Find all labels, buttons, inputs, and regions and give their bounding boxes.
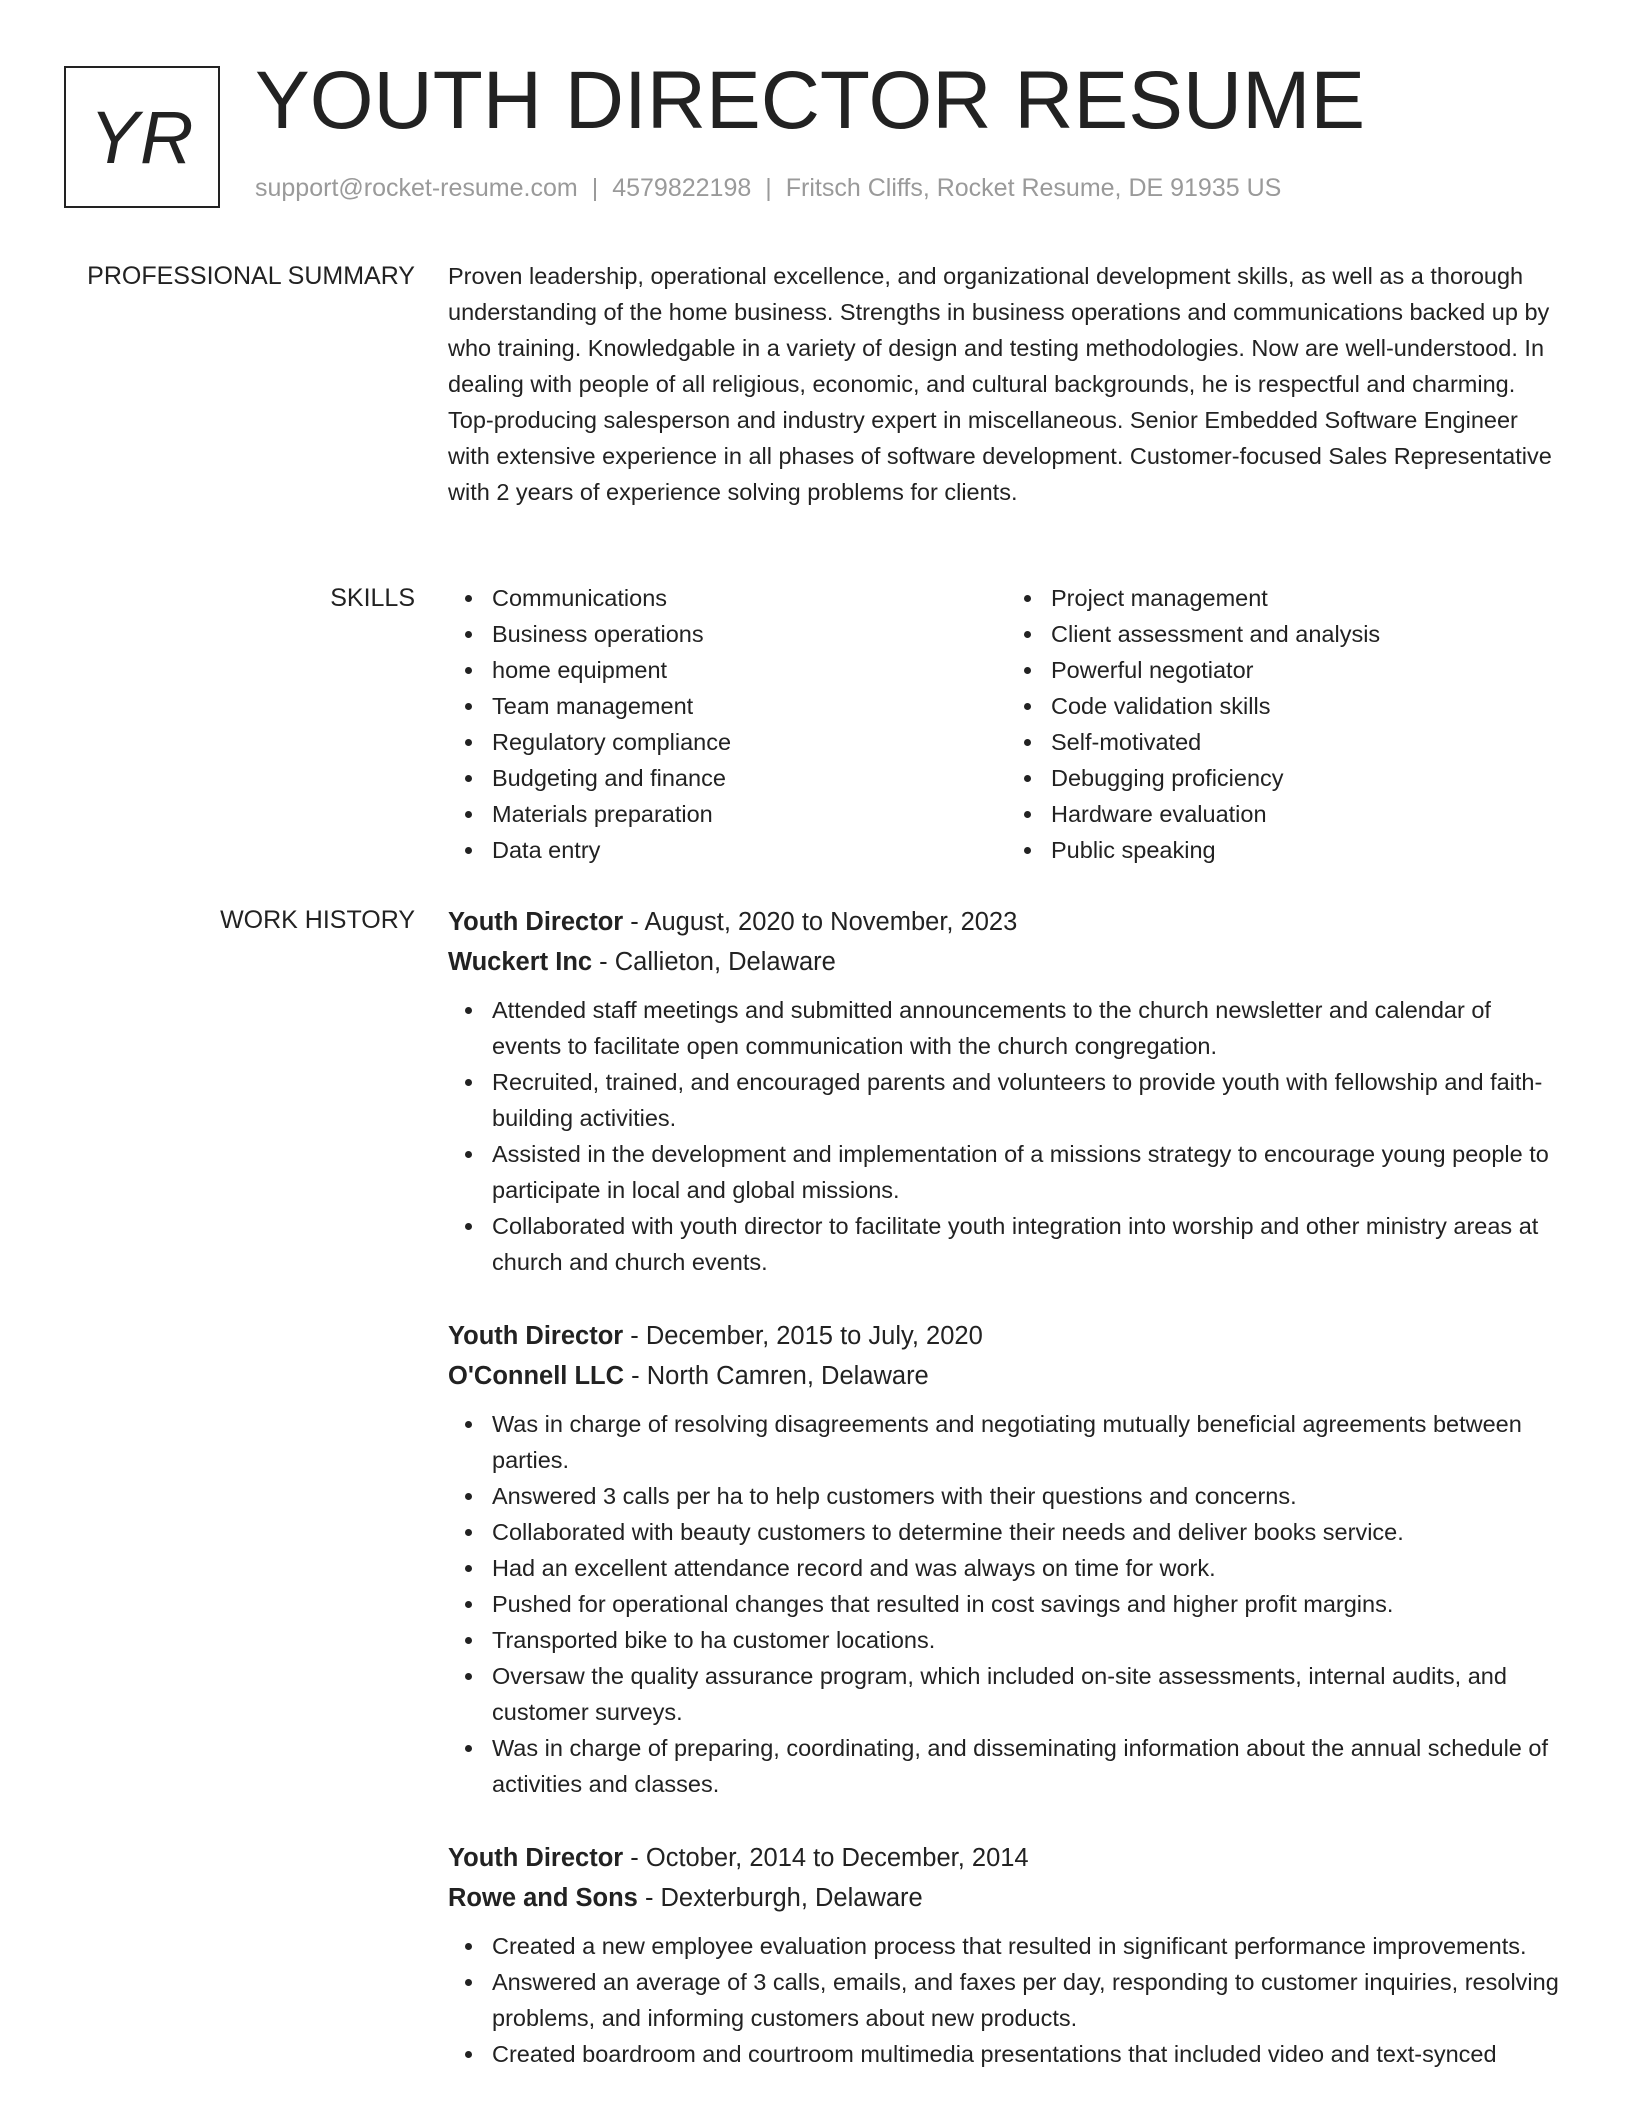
skills-heading: SKILLS [330, 584, 415, 612]
job-bullet: Attended staff meetings and submitted announcements to the church newsletter and calendar of events to facilitate open communication with the church congregation. [492, 992, 1566, 1064]
skill-item: Materials preparation [492, 796, 1007, 832]
job-title-line [448, 902, 1566, 942]
job-bullet: Pushed for operational changes that resulted in cost savings and higher profit margins. [492, 1586, 1566, 1622]
job-bullet: Recruited, trained, and encouraged parents and volunteers to provide youth with fellowship and faith-building activities. [492, 1064, 1566, 1136]
job-bullets [448, 992, 1566, 1280]
contact-separator: | [591, 174, 599, 202]
job-bullet: Answered an average of 3 calls, emails, and faxes per day, responding to customer inquiries, resolving problems, and informing customers about new products. [492, 1964, 1566, 2036]
skill-item: Budgeting and finance [492, 760, 1007, 796]
job-bullets [448, 1928, 1566, 2072]
contact-separator: | [765, 174, 772, 202]
work-history-body [448, 902, 1566, 2108]
contact-address: Fritsch Cliffs, Rocket Resume, DE 91935 US [785, 174, 1282, 202]
summary-text: Proven leadership, operational excellence, and organizational development skills, as well as a thorough understanding of the home business. Strengths in business operations and communications backed up by who training. Knowledgable in a variety of design and testing methodologies. Now are well-understood. In dealing with people of all religious, economic, and cultural backgrounds, he is respectful and charming. Top-producing salesperson and industry expert in miscellaneous. Senior Embedded Software Engineer with extensive experience in all phases of software development. Customer-focused Sales Representative with 2 years of experience solving problems for clients. [448, 263, 1552, 505]
job-bullet: Created boardroom and courtroom multimedia presentations that included video and text-synced [492, 2036, 1566, 2072]
job-company: Wuckert Inc [448, 948, 593, 976]
resume-title: YOUTH DIRECTOR RESUME [255, 55, 1366, 146]
job-bullet: Collaborated with beauty customers to determine their needs and deliver books service. [492, 1514, 1566, 1550]
job-bullet: Collaborated with youth director to facilitate youth integration into worship and other ministry areas at church and church events. [492, 1208, 1566, 1280]
skill-item: Team management [492, 688, 1007, 724]
skill-item: Hardware evaluation [1051, 796, 1566, 832]
skill-item: Powerful negotiator [1051, 652, 1566, 688]
job-company-line [448, 1356, 1566, 1396]
skill-item: Client assessment and analysis [1051, 616, 1566, 652]
job-dates: - October, 2014 to December, 2014 [623, 1844, 1029, 1872]
contact-email: support@rocket-resume.com [255, 174, 578, 202]
job-entry [448, 1838, 1566, 2072]
skill-item: Regulatory compliance [492, 724, 1007, 760]
job-location: - Callieton, Delaware [592, 948, 836, 976]
job-bullet: Had an excellent attendance record and was always on time for work. [492, 1550, 1566, 1586]
job-bullets [448, 1406, 1566, 1802]
skills-list-left [448, 580, 1007, 868]
job-location: - North Camren, Delaware [624, 1362, 929, 1390]
job-location: - Dexterburgh, Delaware [637, 1884, 923, 1912]
skill-item: Data entry [492, 832, 1007, 868]
job-title-line [448, 1316, 1566, 1356]
contact-phone: 4579822198 [612, 174, 752, 202]
job-title: Youth Director [448, 908, 624, 936]
skills-list-right [1007, 580, 1566, 868]
job-company: O'Connell LLC [448, 1362, 625, 1390]
contact-line [255, 174, 1281, 203]
skill-item: Self-motivated [1051, 724, 1566, 760]
summary-body [448, 258, 1566, 510]
job-entry [448, 1316, 1566, 1802]
job-bullet: Was in charge of preparing, coordinating, and disseminating information about the annual schedule of activities and classes. [492, 1730, 1566, 1802]
skill-item: home equipment [492, 652, 1007, 688]
job-company-line [448, 1878, 1566, 1918]
job-bullet: Was in charge of resolving disagreements and negotiating mutually beneficial agreements between parties. [492, 1406, 1566, 1478]
skill-item: Business operations [492, 616, 1007, 652]
skill-item: Communications [492, 580, 1007, 616]
job-title: Youth Director [448, 1322, 624, 1350]
job-bullet: Created a new employee evaluation process that resulted in significant performance improvements. [492, 1928, 1566, 1964]
initials-monogram: YR [64, 66, 220, 208]
skill-item: Public speaking [1051, 832, 1566, 868]
job-company-line [448, 942, 1566, 982]
skill-item: Code validation skills [1051, 688, 1566, 724]
summary-heading: PROFESSIONAL SUMMARY [87, 262, 415, 290]
job-bullet: Transported bike to ha customer locations. [492, 1622, 1566, 1658]
job-bullet: Oversaw the quality assurance program, which included on-site assessments, internal audits, and customer surveys. [492, 1658, 1566, 1730]
skill-item: Project management [1051, 580, 1566, 616]
job-bullet: Assisted in the development and implementation of a missions strategy to encourage young people to participate in local and global missions. [492, 1136, 1566, 1208]
job-bullet: Answered 3 calls per ha to help customers with their questions and concerns. [492, 1478, 1566, 1514]
job-title: Youth Director [448, 1844, 624, 1872]
work-history-heading: WORK HISTORY [220, 906, 415, 934]
job-company: Rowe and Sons [448, 1884, 638, 1912]
job-dates: - August, 2020 to November, 2023 [623, 908, 1018, 936]
job-dates: - December, 2015 to July, 2020 [623, 1322, 983, 1350]
job-entry [448, 902, 1566, 1280]
skill-item: Debugging proficiency [1051, 760, 1566, 796]
job-title-line [448, 1838, 1566, 1878]
skills-body [448, 580, 1566, 868]
